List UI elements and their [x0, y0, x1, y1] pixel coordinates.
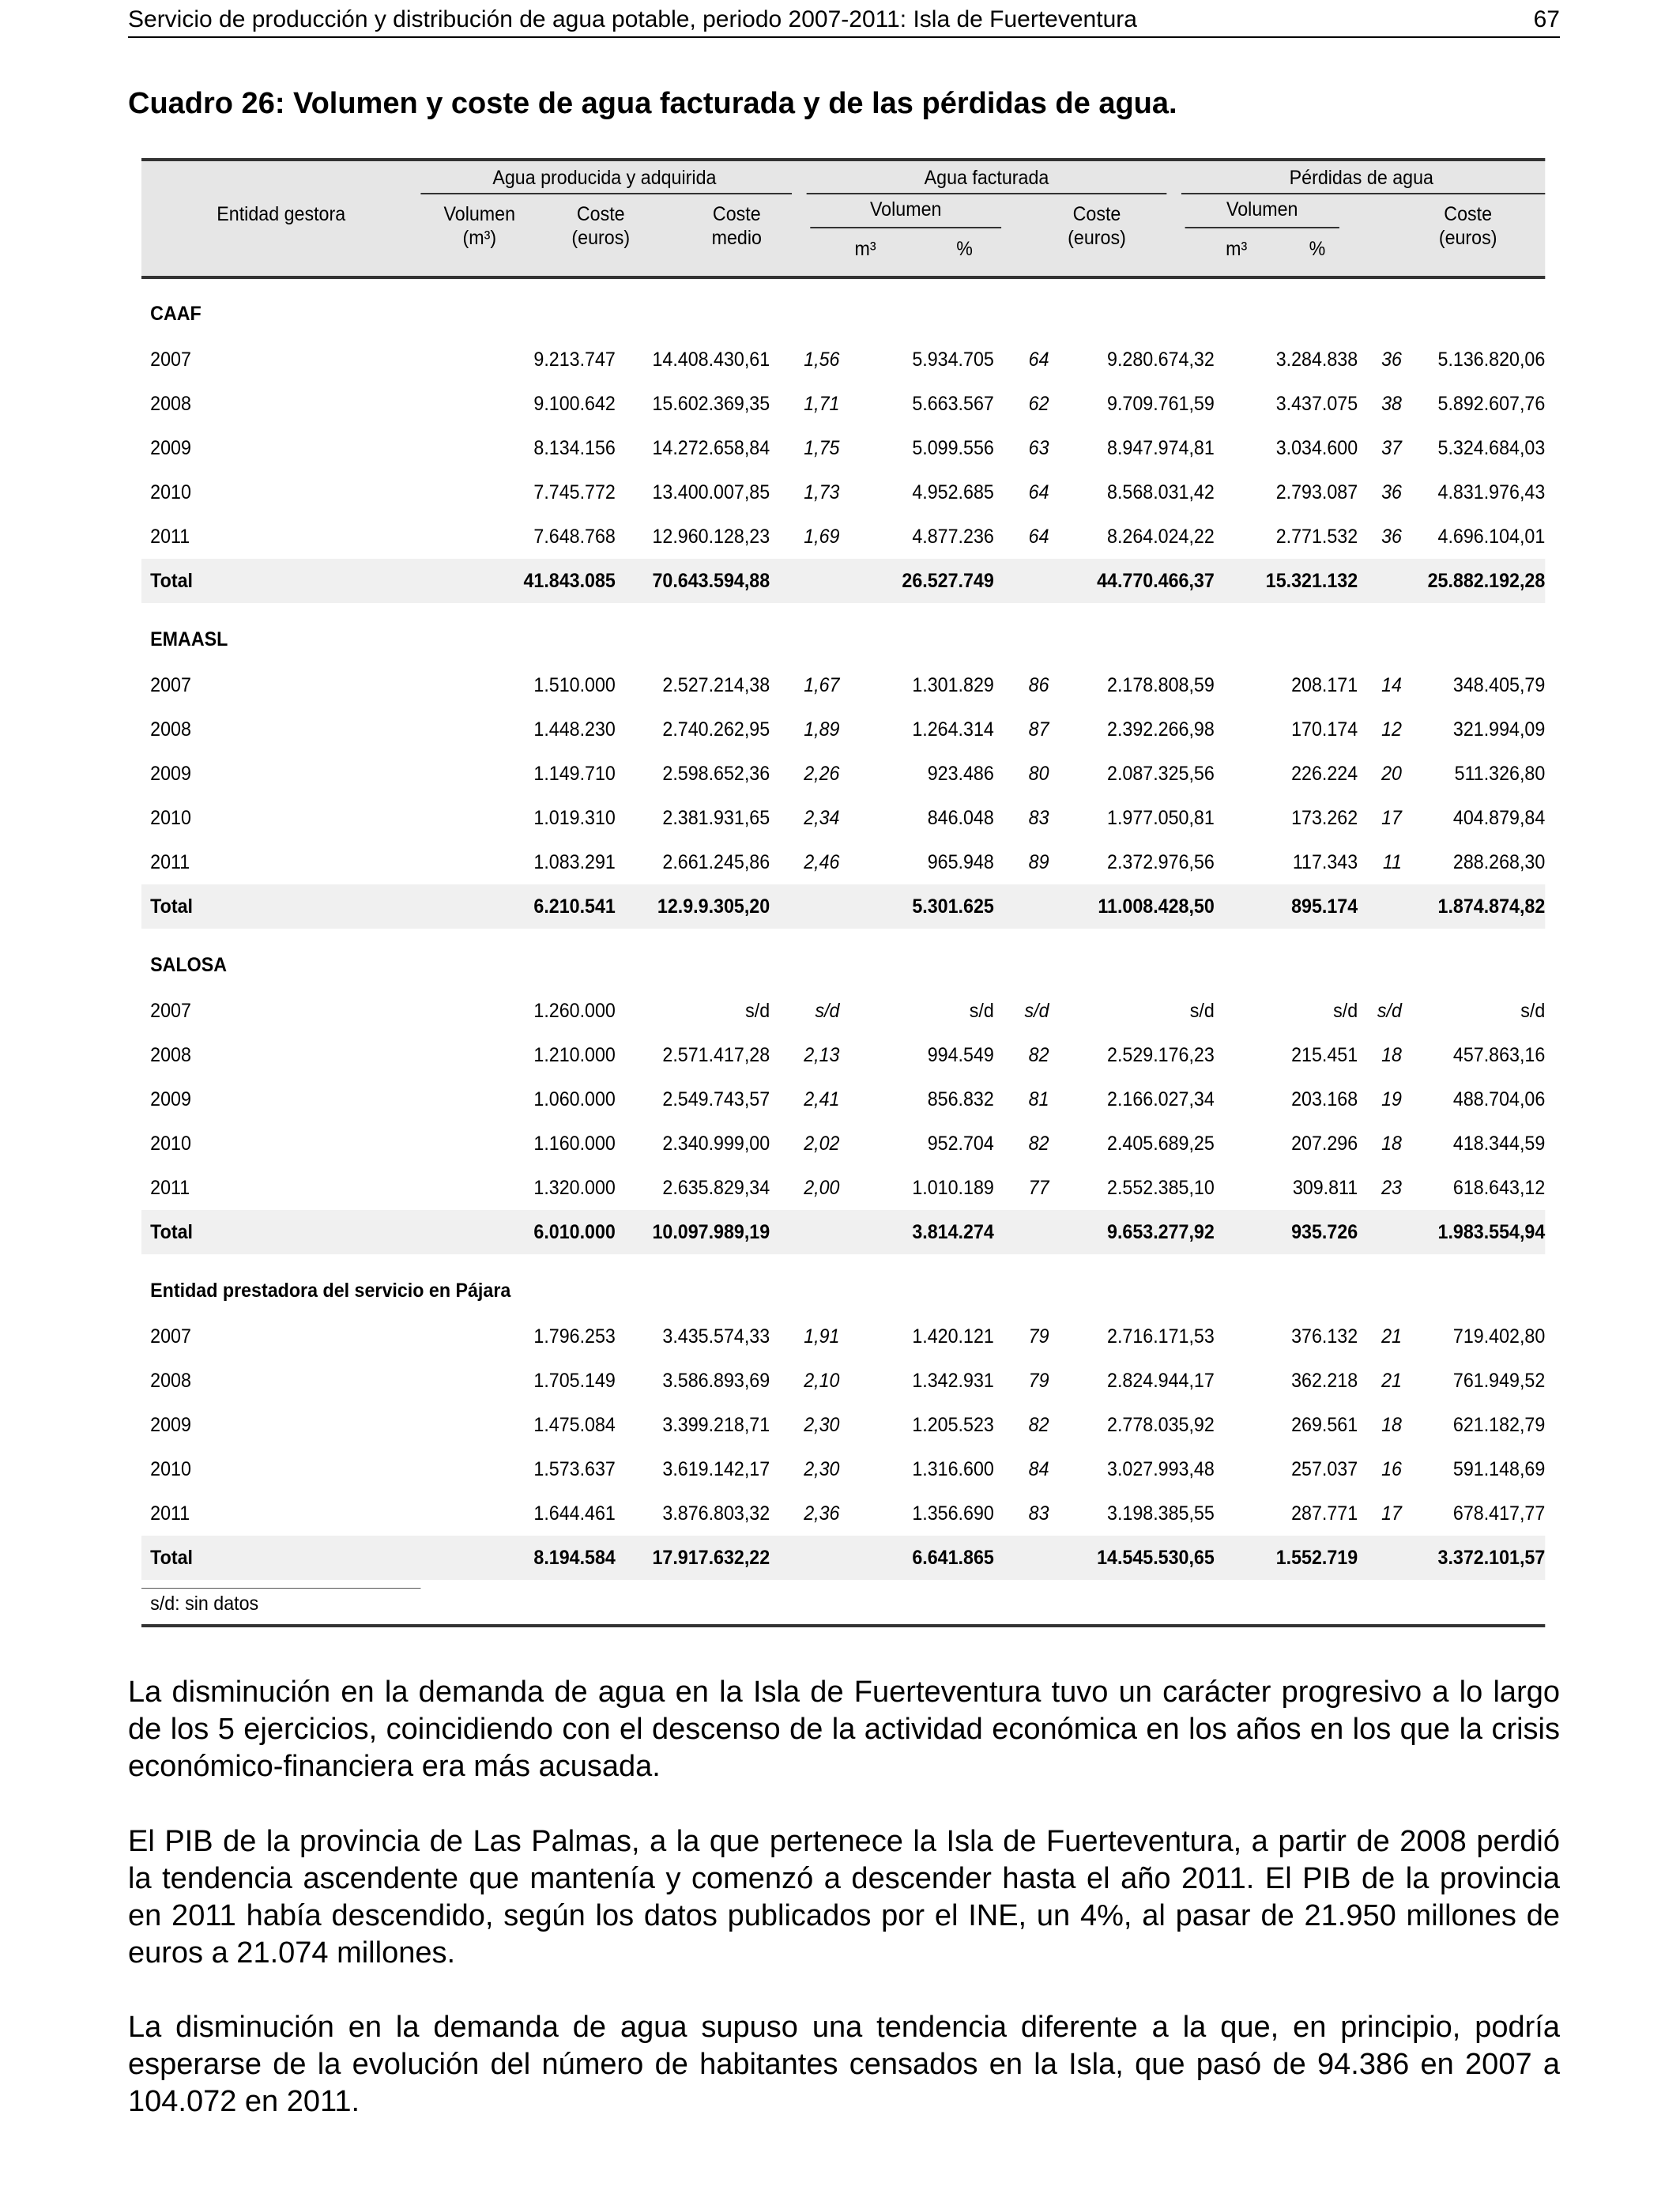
table-cell: 117.343: [1292, 851, 1358, 873]
table-cell: 1,71: [804, 393, 840, 415]
table-cell: 321.994,09: [1452, 718, 1546, 741]
table-cell: 9.653.277,92: [1107, 1221, 1215, 1243]
table-row: [141, 470, 1545, 515]
table-cell: 208.171: [1291, 674, 1358, 696]
table-cell: 1,91: [804, 1325, 840, 1348]
table-cell: 2,26: [804, 763, 840, 785]
table-cell: 2.392.266,98: [1107, 718, 1215, 741]
table-cell: 41.843.085: [523, 570, 616, 592]
table-cell: 3.814.274: [912, 1221, 994, 1243]
row-label: Total: [150, 1547, 193, 1569]
table-cell: 11: [1382, 851, 1402, 873]
table-row: [141, 1122, 1545, 1166]
table-cell: 26.527.749: [902, 570, 994, 592]
table-cell: 2,30: [804, 1414, 840, 1436]
table-cell: 1,67: [804, 674, 840, 696]
running-title: Servicio de producción y distribución de agua potable, periodo 2007-2011: Isla de Fuerteventura: [128, 6, 1137, 32]
table-cell: 82: [1028, 1133, 1049, 1155]
table-cell: 20: [1381, 763, 1402, 785]
row-label: 2010: [150, 1458, 191, 1480]
group-name: CAAF: [150, 303, 202, 325]
table-cell: 9.709.761,59: [1107, 393, 1215, 415]
table-cell: s/d: [815, 1000, 840, 1022]
table-cell: 2.598.652,36: [662, 763, 770, 785]
table-cell: 1.160.000: [533, 1133, 616, 1155]
table-cell: 6.641.865: [912, 1547, 994, 1569]
table-cell: s/d: [1024, 1000, 1049, 1022]
table-row: [141, 337, 1545, 382]
table-cell: 618.643,12: [1452, 1177, 1546, 1199]
table-cell: 3.034.600: [1275, 437, 1358, 459]
data-table: [141, 158, 1546, 1627]
table-cell: 965.948: [927, 851, 994, 873]
table-cell: 23: [1381, 1177, 1402, 1199]
table-cell: 362.218: [1291, 1370, 1358, 1392]
table-cell: 952.704: [927, 1133, 994, 1155]
row-label: Total: [150, 570, 193, 592]
table-cell: 2.635.829,34: [662, 1177, 770, 1199]
table-cell: 1.874.874,82: [1437, 895, 1546, 918]
row-label: 2009: [150, 1088, 191, 1110]
row-label: 2008: [150, 1044, 191, 1066]
table-cell: 14: [1381, 674, 1402, 696]
table-cell: 404.879,84: [1452, 807, 1546, 829]
table-cell: 12.9.9.305,20: [657, 895, 770, 918]
table-cell: 7.745.772: [533, 481, 616, 503]
table-caption: Cuadro 26: Volumen y coste de agua facturada y de las pérdidas de agua.: [128, 87, 1177, 120]
table-cell: 348.405,79: [1452, 674, 1546, 696]
group-heading: [141, 941, 1545, 989]
table-cell: 1.149.710: [533, 763, 616, 785]
table-cell: s/d: [1189, 1000, 1215, 1022]
table-row: [141, 796, 1545, 840]
table-cell: 2.771.532: [1275, 526, 1358, 548]
table-cell: 3.586.893,69: [662, 1370, 770, 1392]
table-cell: 4.831.976,43: [1437, 481, 1546, 503]
table-cell: 2.552.385,10: [1107, 1177, 1215, 1199]
table-cell: 1.083.291: [533, 851, 616, 873]
col-header-vol2: Volumen: [869, 198, 942, 221]
table-cell: 173.262: [1291, 807, 1358, 829]
table-cell: 5.136.820,06: [1437, 349, 1546, 371]
table-cell: 86: [1028, 674, 1049, 696]
table-cell: 64: [1028, 481, 1049, 503]
table-cell: 18: [1381, 1044, 1402, 1066]
table-cell: 84: [1028, 1458, 1049, 1480]
table-cell: 14.272.658,84: [652, 437, 770, 459]
row-label: 2011: [150, 851, 190, 873]
table-row: [141, 382, 1545, 426]
table-cell: 37: [1381, 437, 1402, 459]
table-cell: 3.198.385,55: [1107, 1502, 1215, 1525]
table-cell: 3.619.142,17: [662, 1458, 770, 1480]
table-row: [141, 1403, 1545, 1447]
table-cell: 5.324.684,03: [1437, 437, 1546, 459]
row-label: 2007: [150, 674, 191, 696]
table-cell: 994.549: [927, 1044, 994, 1066]
col-header-coste-medio: Coste medio: [711, 203, 762, 249]
table-cell: 2.793.087: [1275, 481, 1358, 503]
table-cell: 82: [1028, 1044, 1049, 1066]
table-cell: 2,41: [804, 1088, 840, 1110]
table-cell: s/d: [745, 1000, 770, 1022]
table-cell: 6.210.541: [533, 895, 616, 918]
table-cell: 4.877.236: [912, 526, 994, 548]
table-cell: 15.602.369,35: [652, 393, 770, 415]
table-cell: 1.448.230: [533, 718, 616, 741]
table-cell: 1.301.829: [912, 674, 994, 696]
table-cell: 1.010.189: [912, 1177, 994, 1199]
group-header-producida: Agua producida y adquirida: [492, 167, 717, 189]
table-header: [141, 158, 1545, 279]
table-note: s/d: sin datos: [150, 1593, 259, 1615]
table-cell: 44.770.466,37: [1097, 570, 1215, 592]
table-row: [141, 663, 1545, 707]
table-cell: 2.824.944,17: [1107, 1370, 1215, 1392]
table-cell: 856.832: [927, 1088, 994, 1110]
table-cell: 2,00: [804, 1177, 840, 1199]
table-cell: 2.340.999,00: [662, 1133, 770, 1155]
table-cell: 3.876.803,32: [662, 1502, 770, 1525]
table-cell: 1.983.554,94: [1437, 1221, 1546, 1243]
table-cell: 376.132: [1291, 1325, 1358, 1348]
table-cell: 1,75: [804, 437, 840, 459]
table-cell: 21: [1381, 1325, 1402, 1348]
table-cell: 4.952.685: [912, 481, 994, 503]
table-cell: 1,69: [804, 526, 840, 548]
table-cell: 2.529.176,23: [1107, 1044, 1215, 1066]
table-cell: 457.863,16: [1452, 1044, 1546, 1066]
table-cell: 511.326,80: [1454, 763, 1546, 785]
table-cell: 3.435.574,33: [662, 1325, 770, 1348]
table-cell: 8.264.024,22: [1107, 526, 1215, 548]
table-cell: 89: [1028, 851, 1049, 873]
table-cell: 2.716.171,53: [1107, 1325, 1215, 1348]
table-cell: 935.726: [1291, 1221, 1358, 1243]
table-cell: 8.134.156: [533, 437, 616, 459]
table-cell: 9.280.674,32: [1107, 349, 1215, 371]
table-row: [141, 426, 1545, 470]
col-header-pct3: %: [1309, 238, 1326, 260]
table-cell: 418.344,59: [1452, 1133, 1546, 1155]
table-cell: 5.934.705: [912, 349, 994, 371]
table-cell: 215.451: [1291, 1044, 1358, 1066]
table-cell: 309.811: [1292, 1177, 1358, 1199]
table-cell: 10.097.989,19: [652, 1221, 770, 1243]
table-cell: 5.892.607,76: [1437, 393, 1546, 415]
table-cell: 14.408.430,61: [652, 349, 770, 371]
table-cell: 1.320.000: [533, 1177, 616, 1199]
table-row: [141, 1166, 1545, 1210]
table-cell: 83: [1028, 1502, 1049, 1525]
table-row: [141, 1077, 1545, 1122]
table-cell: 1.210.000: [533, 1044, 616, 1066]
table-row: [141, 1359, 1545, 1403]
paragraph-3: La disminución en la demanda de agua supuso una tendencia diferente a la que, en principio, podría esperarse de la evolución del número de habitantes censados en la Isla, que pasó de 94.386 en 2007 a 104.072 en 2011.: [128, 2011, 1560, 2118]
table-row: [141, 752, 1545, 796]
table-cell: 38: [1381, 393, 1402, 415]
table-cell: 1.205.523: [912, 1414, 994, 1436]
row-label: 2011: [150, 526, 190, 548]
row-label: 2007: [150, 1325, 191, 1348]
table-cell: 761.949,52: [1452, 1370, 1546, 1392]
table-total-row: [141, 884, 1545, 929]
row-label: 2007: [150, 349, 191, 371]
table-cell: 36: [1381, 526, 1402, 548]
table-cell: 1.552.719: [1275, 1547, 1358, 1569]
table-cell: 13.400.007,85: [652, 481, 770, 503]
group-heading: [141, 290, 1545, 337]
table-cell: 1.475.084: [533, 1414, 616, 1436]
col-header-coste2: Coste (euros): [1068, 203, 1126, 249]
paragraph-1: La disminución en la demanda de agua en la Isla de Fuerteventura tuvo un carácter progresivo a lo largo de los 5 ejercicios, coincidiendo con el descenso de la actividad económica en los años en los que la crisis económico-financiera era más acusada.: [128, 1676, 1560, 1783]
table-cell: 8.194.584: [533, 1547, 616, 1569]
table-cell: 11.008.428,50: [1098, 895, 1215, 918]
col-header-m3-3: m³: [1226, 238, 1248, 260]
table-cell: 923.486: [927, 763, 994, 785]
group-heading: [141, 616, 1545, 663]
table-cell: 3.399.218,71: [662, 1414, 770, 1436]
table-cell: 621.182,79: [1452, 1414, 1546, 1436]
table-cell: 12.960.128,23: [652, 526, 770, 548]
table-cell: 269.561: [1291, 1414, 1358, 1436]
row-label: 2011: [150, 1177, 190, 1199]
table-cell: s/d: [1520, 1000, 1546, 1022]
table-cell: 7.648.768: [533, 526, 616, 548]
table-cell: 1,73: [804, 481, 840, 503]
group-heading: [141, 1267, 1545, 1314]
group-name: Entidad prestadora del servicio en Pájara: [150, 1280, 511, 1302]
table-row: [141, 1314, 1545, 1359]
table-cell: 2.740.262,95: [662, 718, 770, 741]
col-header-coste3: Coste (euros): [1438, 203, 1497, 249]
table-cell: 1.705.149: [533, 1370, 616, 1392]
table-row: [141, 1491, 1545, 1536]
table-total-row: [141, 559, 1545, 603]
table-row: [141, 1447, 1545, 1491]
table-cell: 25.882.192,28: [1427, 570, 1546, 592]
table-cell: 15.321.132: [1265, 570, 1358, 592]
table-cell: 288.268,30: [1452, 851, 1546, 873]
row-label: 2010: [150, 1133, 191, 1155]
table-cell: 207.296: [1291, 1133, 1358, 1155]
table-cell: 83: [1028, 807, 1049, 829]
table-cell: 6.010.000: [533, 1221, 616, 1243]
table-cell: 1.420.121: [912, 1325, 994, 1348]
table-cell: 2.661.245,86: [662, 851, 770, 873]
table-cell: 678.417,77: [1452, 1502, 1546, 1525]
table-cell: s/d: [1333, 1000, 1358, 1022]
table-cell: 1.644.461: [533, 1502, 616, 1525]
col-header-pct2: %: [956, 238, 973, 260]
table-cell: 895.174: [1291, 895, 1358, 918]
table-cell: 3.372.101,57: [1437, 1547, 1546, 1569]
table-cell: 1.316.600: [912, 1458, 994, 1480]
table-cell: 19: [1381, 1088, 1402, 1110]
paragraph-2: El PIB de la provincia de Las Palmas, a la que pertenece la Isla de Fuerteventura, a partir de 2008 perdió la tendencia ascendente que mantenía y comenzó a descender hasta el año 2011. El PIB de la provincia en 2011 había descendido, según los datos publicados por el INE, un 4%, al pasar de 21.950 millones de euros a 21.074 millones.: [128, 1825, 1560, 1970]
table-cell: 3.027.993,48: [1107, 1458, 1215, 1480]
table-cell: 170.174: [1291, 718, 1358, 741]
table-cell: 2.166.027,34: [1107, 1088, 1215, 1110]
col-header-vol1: Volumen (m³): [443, 203, 516, 249]
table-cell: 64: [1028, 526, 1049, 548]
table-cell: s/d: [969, 1000, 994, 1022]
table-cell: 8.568.031,42: [1107, 481, 1215, 503]
row-label: Total: [150, 1221, 193, 1243]
table-cell: 36: [1381, 349, 1402, 371]
table-cell: 2.778.035,92: [1107, 1414, 1215, 1436]
table-cell: 82: [1028, 1414, 1049, 1436]
table-cell: 3.437.075: [1275, 393, 1358, 415]
table-cell: 1.977.050,81: [1107, 807, 1215, 829]
page-number: 67: [1533, 6, 1560, 32]
table-cell: 203.168: [1291, 1088, 1358, 1110]
table-row: [141, 840, 1545, 884]
table-cell: 77: [1028, 1177, 1049, 1199]
table-cell: 2.527.214,38: [662, 674, 770, 696]
table-cell: 1.342.931: [912, 1370, 994, 1392]
group-name: EMAASL: [150, 628, 228, 650]
table-cell: 1.260.000: [533, 1000, 616, 1022]
table-row: [141, 515, 1545, 559]
table-body: [141, 279, 1545, 1580]
table-cell: 18: [1381, 1414, 1402, 1436]
table-cell: 1,89: [804, 718, 840, 741]
table-cell: 2.549.743,57: [662, 1088, 770, 1110]
table-cell: 1.060.000: [533, 1088, 616, 1110]
table-total-row: [141, 1210, 1545, 1254]
table-cell: 591.148,69: [1452, 1458, 1546, 1480]
table-cell: 16: [1381, 1458, 1402, 1480]
table-cell: 1.796.253: [533, 1325, 616, 1348]
table-cell: 5.663.567: [912, 393, 994, 415]
table-cell: 2,30: [804, 1458, 840, 1480]
table-cell: 2,10: [804, 1370, 840, 1392]
row-label: 2011: [150, 1502, 190, 1525]
table-cell: 2,36: [804, 1502, 840, 1525]
table-cell: 17: [1381, 1502, 1402, 1525]
row-label: 2008: [150, 718, 191, 741]
table-cell: 2.381.931,65: [662, 807, 770, 829]
table-cell: 2.405.689,25: [1107, 1133, 1215, 1155]
table-row: [141, 989, 1545, 1033]
table-cell: 257.037: [1291, 1458, 1358, 1480]
table-total-row: [141, 1536, 1545, 1580]
table-cell: 2.571.417,28: [662, 1044, 770, 1066]
row-label: Total: [150, 895, 193, 918]
group-header-facturada: Agua facturada: [924, 167, 1049, 189]
row-label: 2007: [150, 1000, 191, 1022]
table-cell: 9.213.747: [533, 349, 616, 371]
table-cell: 87: [1028, 718, 1049, 741]
table-cell: 18: [1381, 1133, 1402, 1155]
col-header-vol3: Volumen: [1226, 198, 1298, 221]
table-cell: 9.100.642: [533, 393, 616, 415]
table-cell: 81: [1028, 1088, 1049, 1110]
table-cell: 80: [1028, 763, 1049, 785]
table-cell: 2,34: [804, 807, 840, 829]
table-cell: 79: [1028, 1370, 1049, 1392]
table-cell: 5.301.625: [912, 895, 994, 918]
table-row: [141, 707, 1545, 752]
group-header-perdidas: Pérdidas de agua: [1289, 167, 1433, 189]
table-cell: 719.402,80: [1452, 1325, 1546, 1348]
table-cell: 226.224: [1291, 763, 1358, 785]
table-cell: 287.771: [1291, 1502, 1358, 1525]
table-cell: 12: [1381, 718, 1402, 741]
row-label: 2008: [150, 393, 191, 415]
table-cell: 62: [1028, 393, 1049, 415]
table-cell: 1.264.314: [912, 718, 994, 741]
table-cell: 21: [1381, 1370, 1402, 1392]
table-cell: 2,02: [804, 1133, 840, 1155]
running-header: [128, 3, 1560, 38]
table-cell: 846.048: [927, 807, 994, 829]
table-cell: 2.178.808,59: [1107, 674, 1215, 696]
row-label: 2009: [150, 763, 191, 785]
table-cell: 14.545.530,65: [1097, 1547, 1215, 1569]
table-cell: 3.284.838: [1275, 349, 1358, 371]
row-label: 2008: [150, 1370, 191, 1392]
row-label: 2009: [150, 1414, 191, 1436]
table-cell: 63: [1028, 437, 1049, 459]
table-cell: 17.917.632,22: [652, 1547, 770, 1569]
table-cell: 1,56: [804, 349, 840, 371]
table-cell: 2,13: [804, 1044, 840, 1066]
table-cell: 2.087.325,56: [1107, 763, 1215, 785]
table-cell: 1.573.637: [533, 1458, 616, 1480]
row-label: 2009: [150, 437, 191, 459]
table-cell: 64: [1028, 349, 1049, 371]
table-cell: 488.704,06: [1452, 1088, 1546, 1110]
table-cell: 79: [1028, 1325, 1049, 1348]
table-row: [141, 1033, 1545, 1077]
table-cell: 2,46: [804, 851, 840, 873]
col-header-entidad: Entidad gestora: [217, 203, 346, 225]
row-label: 2010: [150, 807, 191, 829]
table-cell: 1.510.000: [533, 674, 616, 696]
table-cell: 70.643.594,88: [652, 570, 770, 592]
table-cell: 1.019.310: [533, 807, 616, 829]
table-cell: 4.696.104,01: [1437, 526, 1546, 548]
table-cell: 1.356.690: [912, 1502, 994, 1525]
col-header-m3-2: m³: [854, 238, 876, 260]
table-cell: 2.372.976,56: [1107, 851, 1215, 873]
table-cell: 17: [1381, 807, 1402, 829]
col-header-coste1: Coste (euros): [571, 203, 631, 249]
table-cell: 36: [1381, 481, 1402, 503]
table-cell: 5.099.556: [912, 437, 994, 459]
table-cell: s/d: [1377, 1000, 1402, 1022]
row-label: 2010: [150, 481, 191, 503]
table-cell: 8.947.974,81: [1107, 437, 1215, 459]
group-name: SALOSA: [150, 954, 228, 976]
